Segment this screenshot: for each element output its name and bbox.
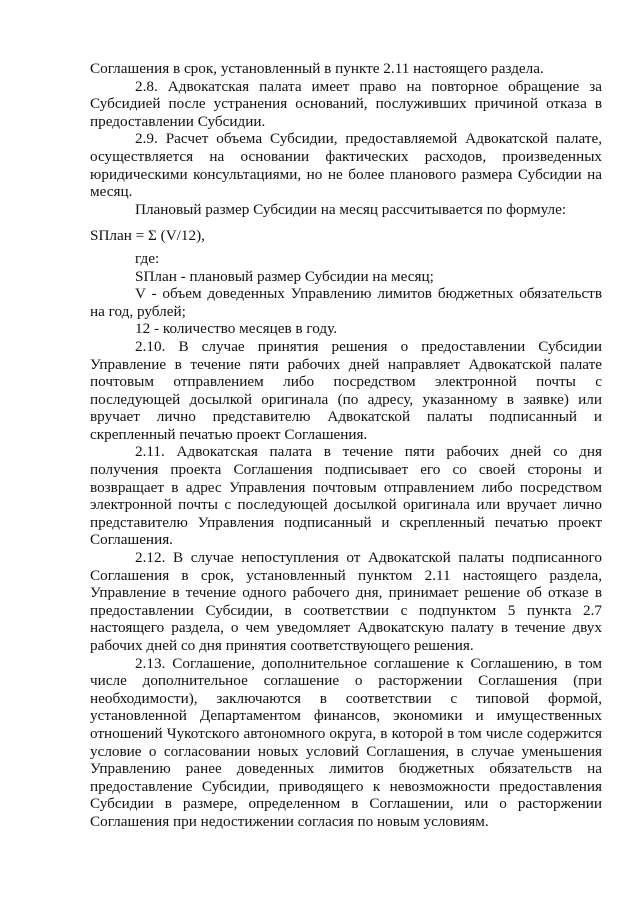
formula-intro: Плановый размер Субсидии на месяц рассчитывается по формуле: [135,200,567,218]
paragraph-2-13: 2.13. Соглашение, дополнительное соглашение к Соглашению, в том числе дополнительное соглашение о расторжении Соглашения (при необходимости), заключаются в соответствии с типовой формой, установленной Департаментом финансов, экономики и имущественных отношений Чукотского автономного округа, в которой в том числе содержится условие о согласовании новых условий Соглашения, в случае уменьшения Управлению ранее доведенных лимитов бюджетных обязательств на предоставление Субсидии, приводящего к невозможности предоставления Субсидии в размере, определенном в Соглашении, или о расторжении Соглашения при недостижении согласия по новым условиям. [90,654,602,830]
paragraph-2-9: 2.9. Расчет объема Субсидии, предоставляемой Адвокатской палате, осуществляется на основании фактических расходов, произведенных юридическими консультациями, но не более планового размера Субсидии на месяц. [90,130,602,201]
formula-def-splan: SПлан - плановый размер Субсидии на месяц; [135,267,434,285]
formula: SПлан = Σ (V/12), [90,227,205,245]
formula-def-12: 12 - количество месяцев в году. [135,320,338,338]
paragraph-2-10: 2.10. В случае принятия решения о предоставлении Субсидии Управление в течение пяти рабочих дней направляет Адвокатской палате почтовым отправлением либо посредством электронной почты с последующей досылкой оригинала (по адресу, указанному в заявке) или вручает лично представителю Адвокатской палаты подписанный и скрепленный печатью проект Соглашения. [90,337,602,443]
formula-def-v: V - объем доведенных Управлению лимитов бюджетных обязательств на год, рублей; [90,285,602,320]
paragraph-continuation: Соглашения в срок, установленный в пункте 2.11 настоящего раздела. [90,60,544,77]
paragraph-2-8: 2.8. Адвокатская палата имеет право на повторное обращение за Субсидией после устранения оснований, послуживших причиной отказа в предоставлении Субсидии. [90,77,602,130]
formula-where: где: [135,249,160,267]
paragraph-2-11: 2.11. Адвокатская палата в течение пяти рабочих дней со дня получения проекта Соглашения подписывает его со своей стороны и возвращает в адрес Управления почтовым отправлением либо посредством электронной почты с последующей досылкой оригинала или вручает лично представителю Управления подписанный и скрепленный печатью проект Соглашения. [90,443,602,549]
paragraph-2-12: 2.12. В случае непоступления от Адвокатской палаты подписанного Соглашения в срок, установленный пунктом 2.11 настоящего раздела, Управление в течение одного рабочего дня, принимает решение об отказе в предоставлении Субсидии, в соответствии с подпунктом 5 пункта 2.7 настоящего раздела, о чем уведомляет Адвокатскую палату в течение двух рабочих дней со дня принятия соответствующего решения. [90,549,602,654]
document-body [90,60,602,831]
